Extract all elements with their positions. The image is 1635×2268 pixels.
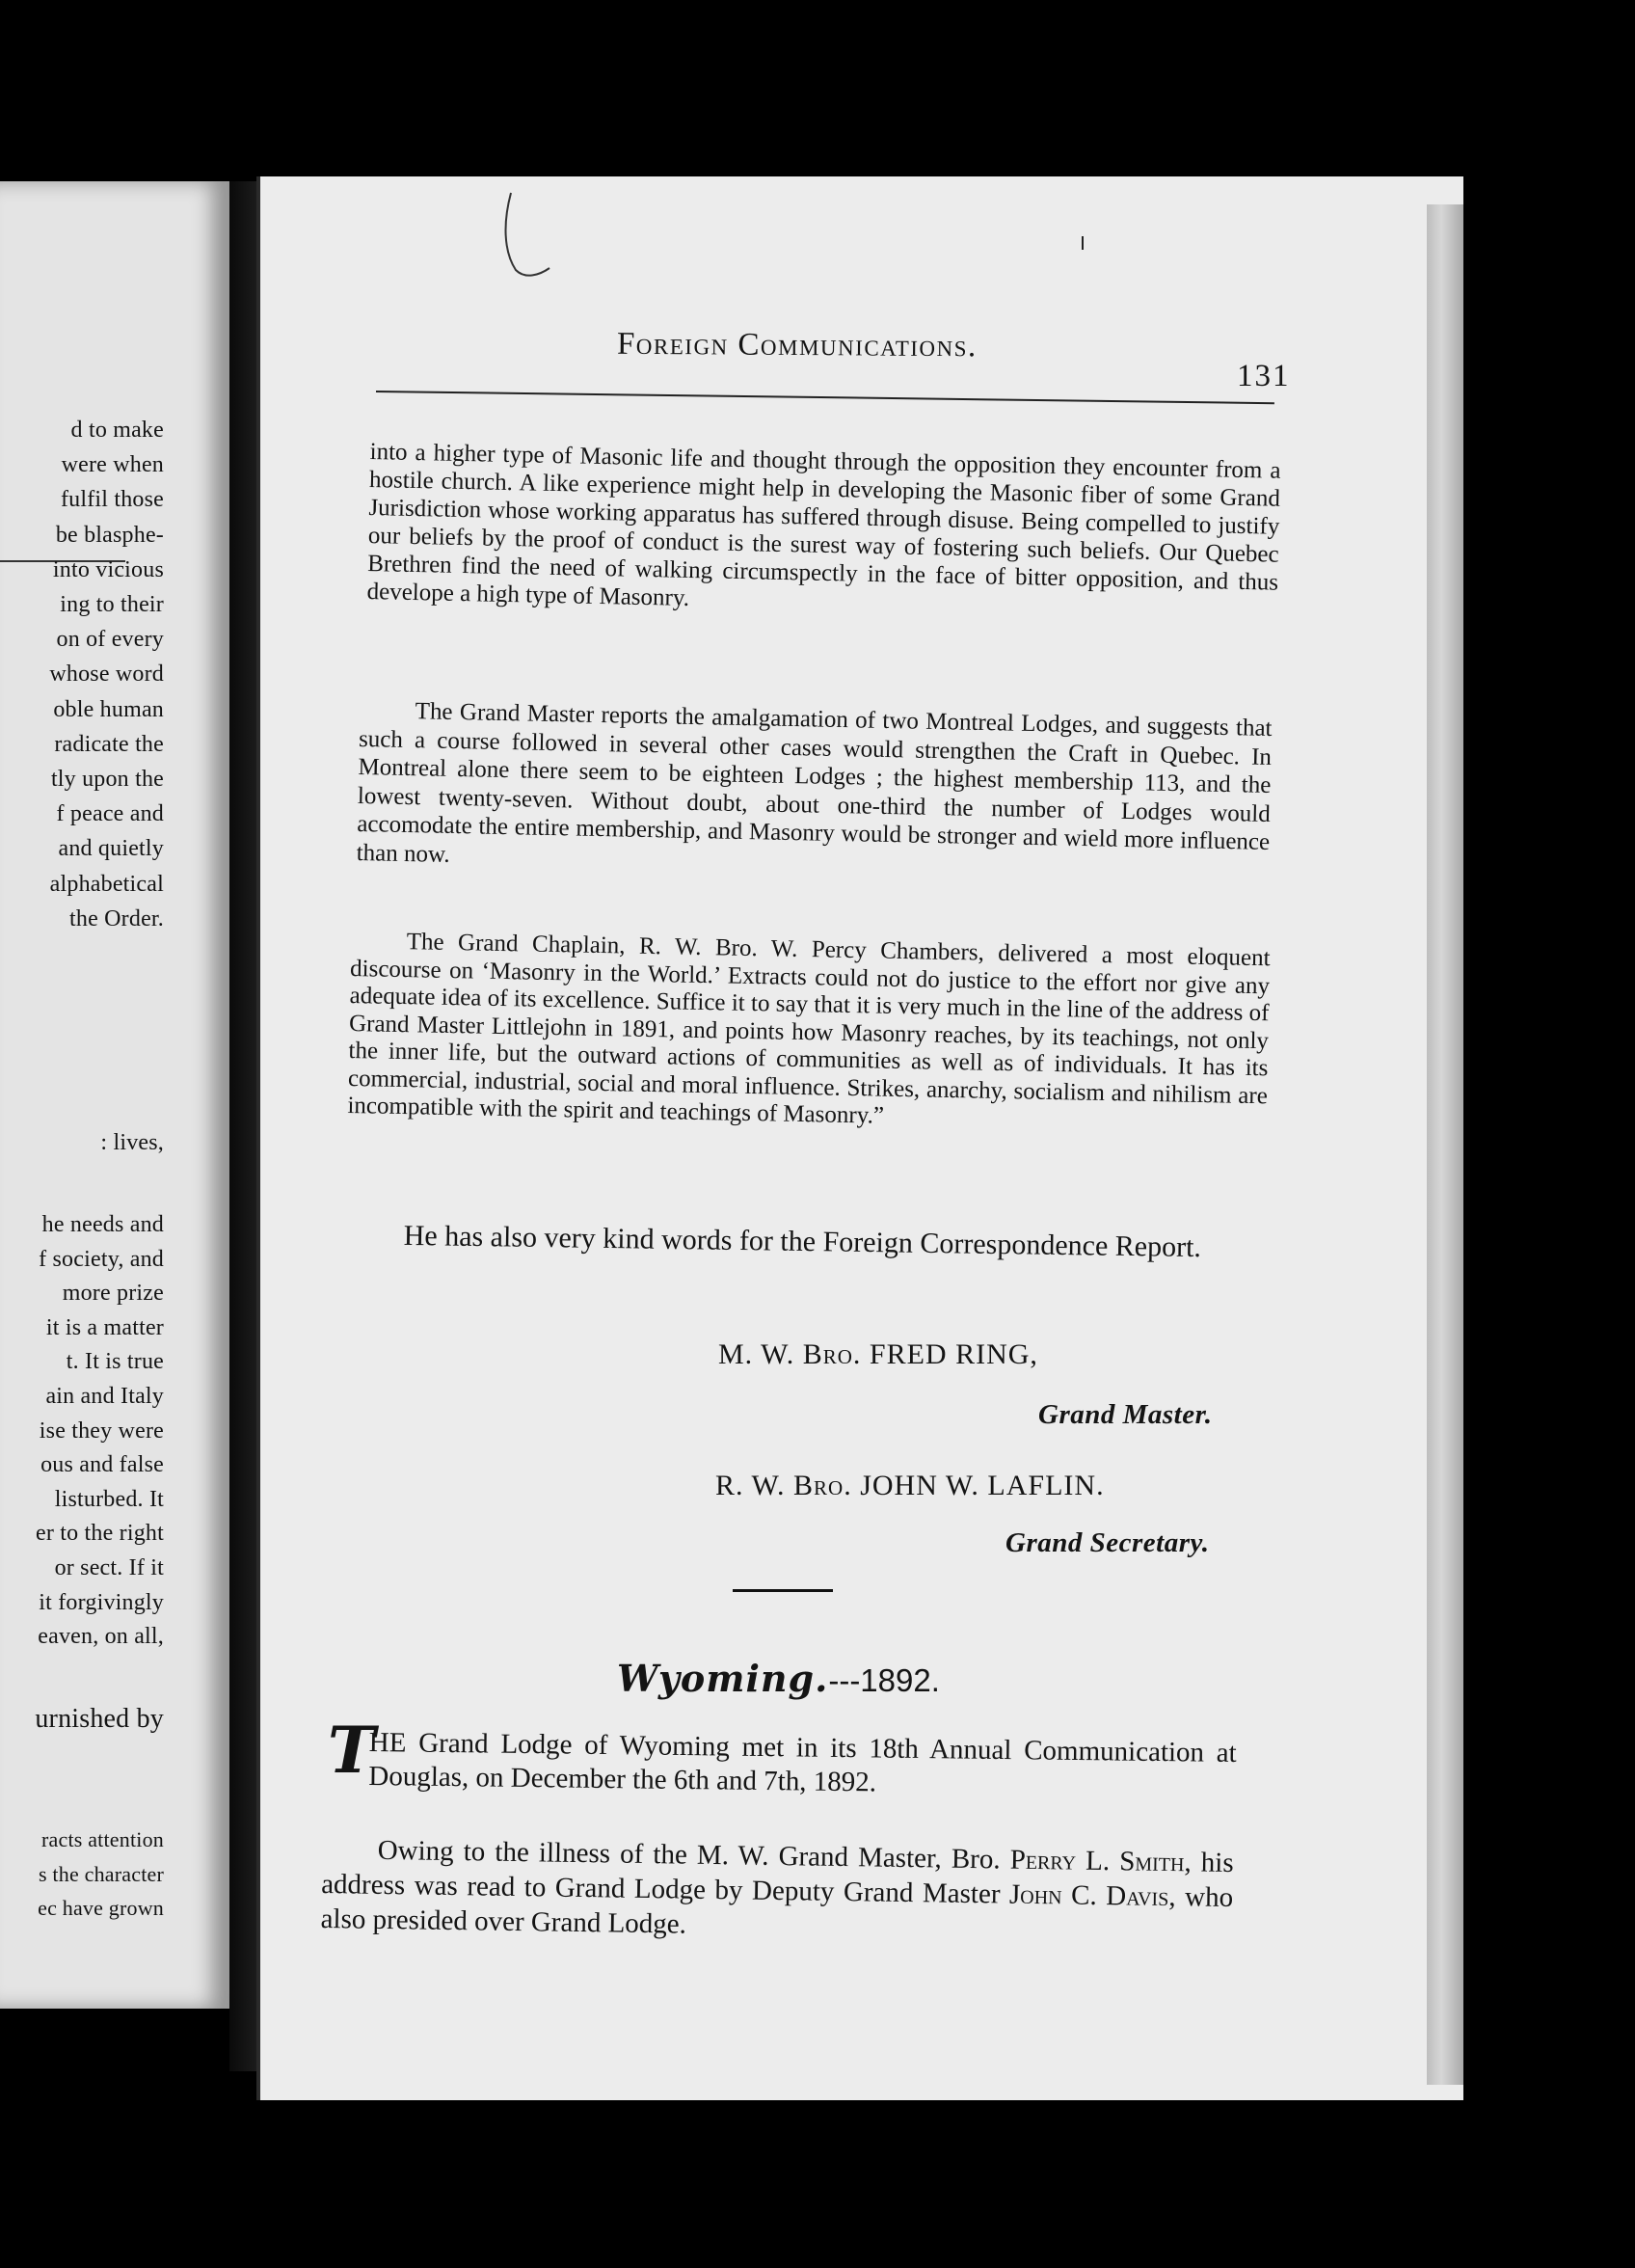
paragraph-grand-chaplain <box>347 928 1271 1138</box>
pencil-mark-icon <box>482 183 617 299</box>
left-page-line: or sect. If it <box>54 1555 164 1580</box>
signature-name: JOHN W. LAFLIN. <box>860 1470 1105 1501</box>
paragraph-text <box>320 1832 1233 1950</box>
left-page-line: : lives, <box>100 1130 164 1155</box>
text-run: Owing to the illness of the M. W. Grand Master, Bro. <box>377 1834 1010 1876</box>
left-page-line: on of every <box>56 627 164 653</box>
left-page-line: he needs and <box>41 1212 164 1237</box>
text-run: , who also presided over Grand Lodge. <box>320 1881 1234 1940</box>
left-page-line: ise they were <box>39 1418 164 1444</box>
section-divider <box>733 1589 833 1592</box>
left-page-line: er to the right <box>36 1521 164 1547</box>
signature-grand-master <box>718 1338 1038 1371</box>
drop-cap: T <box>328 1713 376 1788</box>
left-page-line: ec have grown <box>38 1896 164 1920</box>
left-page-line: into vicious <box>52 556 164 582</box>
left-page-line: radicate the <box>54 731 164 757</box>
section-heading-state: Wyoming. <box>617 1657 829 1700</box>
left-page-line: ous and false <box>40 1452 164 1478</box>
signature-title-grand-master: Grand Master. <box>1038 1399 1213 1430</box>
left-page-line: were when <box>61 452 164 478</box>
running-head: Foreign Communications. <box>616 326 978 364</box>
section-heading <box>617 1657 940 1701</box>
person-name: Perry L. Smith <box>1009 1844 1185 1878</box>
left-page-line: eaven, on all, <box>38 1624 164 1650</box>
text-run: , his address was read to Grand Lodge by Deputy Grand Master <box>320 1847 1234 1910</box>
paragraph-text: into a higher type of Masonic life and thought through the opposition they encounter from a hostile church. A like experience might help in developing the Masonic fiber of some Grand Jurisdiction whose working apparatus has suffered through disuse. Being compelled to justify our beliefs by the proof of conduct is the surest way of fostering such beliefs. Our Quebec Brethren find the need of walking circumspectly in the face of bitter opposition, and thus develope a high type of Masonry. <box>366 438 1281 611</box>
paragraph-text: HE Grand Lodge of Wyoming met in its 18th Annual Communication at Douglas, on December the 6th and 7th, 1892. <box>368 1726 1237 1798</box>
left-page-line: the Order. <box>69 905 164 932</box>
paragraph-text: The Grand Chaplain, R. W. Bro. W. Percy Chambers, delivered a most eloquent discourse on ‘Masonry in the World.’ Extracts could not do justice to the effort nor give any adequate idea of its excellence. Suffice it to say that it is very much in the line of the address of Grand Master Littlejohn in 1891, and points how Masonry reaches, by its teachings, not only the inner life, but the outward actions of communities as well as of individuals. It has its commercial, industrial, social and moral influence. Strikes, anarchy, socialism and nihilism are incompatible with the spirit and teachings of Masonry.” <box>347 929 1271 1129</box>
signature-grand-secretary <box>715 1470 1105 1502</box>
left-page-line: f society, and <box>39 1246 164 1272</box>
paragraph-wyoming-address <box>320 1832 1233 1950</box>
paragraph-montreal-lodges <box>356 696 1272 885</box>
left-page-line: racts attention <box>40 1827 164 1851</box>
left-page-line: listurbed. It <box>54 1486 164 1512</box>
left-page <box>0 181 229 2009</box>
left-page-line: tly upon the <box>50 767 164 792</box>
person-name: John C. Davis <box>1008 1878 1169 1913</box>
left-page-line: and quietly <box>58 836 164 862</box>
left-page-line: ing to their <box>60 592 164 617</box>
paragraph-wyoming-meeting <box>368 1726 1237 1804</box>
left-page-line: whose word <box>49 662 164 688</box>
left-page-line: s the character <box>38 1862 164 1886</box>
section-heading-year: ---1892. <box>828 1662 940 1698</box>
paragraph-continued <box>366 438 1280 625</box>
left-page-line: it is a matter <box>45 1314 164 1340</box>
page-edge <box>1427 204 1463 2085</box>
left-page-line: urnished by <box>35 1704 164 1734</box>
paragraph-text: He has also very kind words for the Foreign Correspondence Report. <box>403 1219 1202 1264</box>
left-page-line: alphabetical <box>49 871 164 897</box>
left-page-line: ain and Italy <box>45 1384 164 1409</box>
left-page-line: oble human <box>53 696 164 722</box>
signature-title-grand-secretary: Grand Secretary. <box>1005 1527 1210 1558</box>
left-page-line: f peace and <box>56 801 164 827</box>
paragraph-text: The Grand Master reports the amalgamation of two Montreal Lodges, and suggests that such a course followed in several other cases would strengthen the Craft in Quebec. In Montreal alone there seem to be eighteen Lodges ; the highest membership 113, and the lowest twenty-seven. Without doubt, about one-third the number of Lodges would accomodate the entire membership, and Masonry would be stronger and wield more influence than now. <box>356 698 1273 868</box>
left-page-line: it forgivingly <box>39 1589 164 1615</box>
left-page-line: t. It is true <box>66 1349 164 1375</box>
left-page-line: be blasphe- <box>55 522 164 548</box>
signature-name: FRED RING, <box>869 1338 1038 1370</box>
signature-prefix: M. W. Bro. <box>718 1338 862 1370</box>
left-page-line: d to make <box>70 418 164 443</box>
left-page-line: more prize <box>62 1281 164 1307</box>
stray-mark <box>1082 236 1084 250</box>
left-page-line: fulfil those <box>60 487 164 513</box>
signature-prefix: R. W. Bro. <box>715 1470 852 1501</box>
page-number: 131 <box>1237 359 1291 393</box>
